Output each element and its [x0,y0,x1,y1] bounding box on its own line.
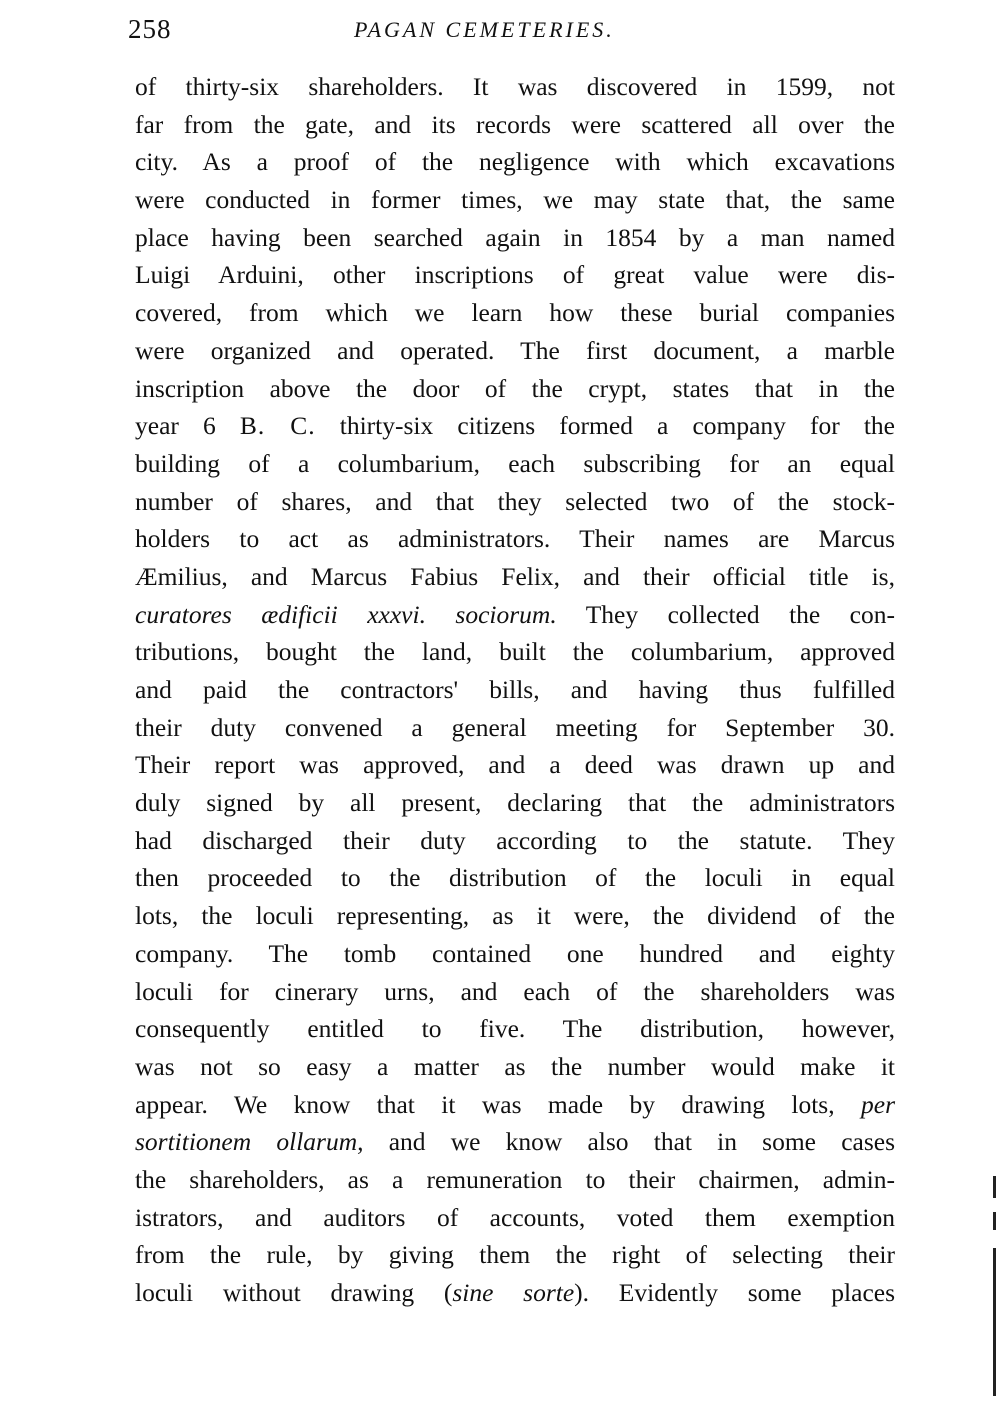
text-segment: tributions, bought the land, built the columbarium, approved [135,637,895,667]
text-segment: company. The tomb contained one hundred and eighty [135,938,895,968]
text-segment: loculi without drawing ( [135,1278,453,1307]
latin-phrase: sortitionem ollarum, [135,1127,364,1157]
text-line [135,973,895,1011]
text-segment: Their report was approved, and a deed was drawn up and [135,750,895,780]
text-segment: duly signed by all present, declaring that the administrators [135,788,895,818]
era-abbreviation: B. C. [239,411,316,441]
text-segment: of thirty-six shareholders. It was discovered in 1599, not [135,72,895,101]
text-segment: and we know also that in some cases [363,1127,895,1157]
text-segment: thirty-six citizens formed a company for the [315,411,895,441]
text-segment: holders to act as administrators. Their names are Marcus [135,524,895,554]
text-line [135,520,895,558]
text-line [135,859,895,897]
text-segment: far from the gate, and its records were scattered all over the [135,109,895,139]
text-line [135,294,895,332]
page-header [128,14,900,54]
text-line [135,897,895,935]
text-segment: Æmilius, and Marcus Fabius Felix, and their official title is, [135,561,895,591]
text-segment: istrators, and auditors of accounts, voted them exemption [135,1202,895,1232]
text-line [135,106,895,144]
text-line [135,1236,895,1274]
text-segment: their duty convened a general meeting for September 30. [135,712,895,742]
page-number: 258 [128,14,172,44]
text-segment: lots, the loculi representing, as it were, the dividend of the [135,901,895,931]
text-segment: building of a columbarium, each subscribing for an equal [135,448,895,478]
text-segment: They collected the con- [556,599,895,629]
text-line [135,1161,895,1199]
text-line [135,332,895,370]
text-segment: covered, from which we learn how these burial companies [135,298,895,328]
latin-phrase: curatores ædificii xxxvi. sociorum. [135,599,557,629]
text-line [135,1274,895,1312]
text-segment: the shareholders, as a remuneration to their chairmen, admin- [135,1164,895,1194]
text-line [135,671,895,709]
text-segment: number of shares, and that they selected two of the stock- [135,486,895,516]
text-line [135,1123,895,1161]
text-segment: city. As a proof of the negligence with which excavations [135,147,895,177]
text-segment: was not so easy a matter as the number would make it [135,1051,895,1081]
text-segment: were conducted in former times, we may state that, the same [135,185,895,215]
text-segment: had discharged their duty according to the statute. They [135,825,895,855]
text-segment: ). Evidently some places [574,1278,896,1307]
text-line [135,784,895,822]
text-segment: place having been searched again in 1854 by a man named [135,222,895,252]
body-text [135,68,895,1312]
text-line [135,68,895,106]
text-line [135,822,895,860]
text-line [135,1199,895,1237]
latin-phrase: per [861,1089,895,1119]
text-segment: were organized and operated. The first document, a marble [135,335,895,365]
text-segment: inscription above the door of the crypt, states that in the [135,373,895,403]
text-segment: Luigi Arduini, other inscriptions of great value were dis- [135,260,895,290]
text-line [135,935,895,973]
page-edge-mark [993,1248,996,1396]
text-line [135,143,895,181]
text-line [135,1048,895,1086]
page-edge-mark [993,1212,996,1230]
text-segment: from the rule, by giving them the right of selecting their [135,1240,895,1270]
text-line [135,219,895,257]
text-line [135,596,895,634]
text-line [135,633,895,671]
text-segment: year 6 [135,411,240,441]
text-segment: appear. We know that it was made by drawing lots, [135,1089,861,1119]
text-segment: loculi for cinerary urns, and each of the shareholders was [135,976,895,1006]
text-line [135,483,895,521]
page-edge-mark [993,1176,996,1198]
running-head: PAGAN CEMETERIES. [354,17,615,42]
text-line [135,1086,895,1124]
text-segment: and paid the contractors' bills, and having thus fulfilled [135,675,895,704]
text-line [135,709,895,747]
text-line [135,746,895,784]
text-line [135,256,895,294]
text-line [135,181,895,219]
text-line [135,370,895,408]
text-line [135,1010,895,1048]
text-segment: then proceeded to the distribution of the loculi in equal [135,863,895,893]
text-line [135,407,895,445]
text-line [135,558,895,596]
latin-phrase: sine sorte [452,1278,575,1307]
text-line [135,445,895,483]
text-segment: consequently entitled to five. The distribution, however, [135,1014,895,1044]
